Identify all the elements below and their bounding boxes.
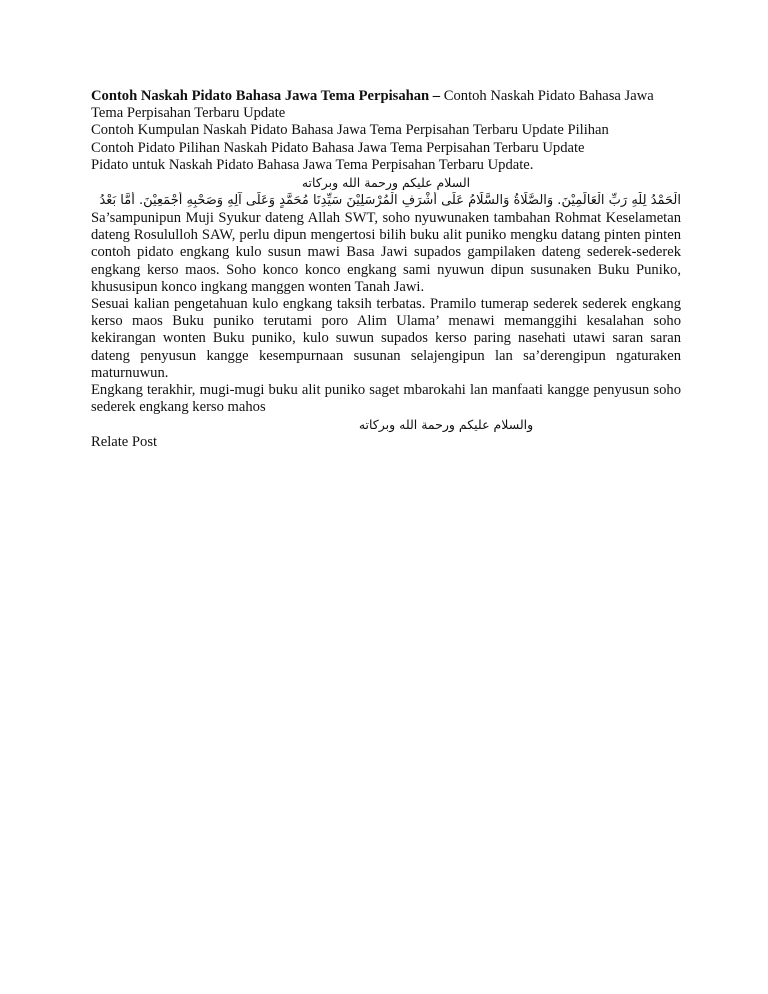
paragraph-3: Engkang terakhir, mugi-mugi buku alit puniko saget mbarokahi lan manfaati kangge penyusun soho sederek engkang kerso mahos (91, 382, 681, 416)
paragraph-2: Sesuai kalian pengetahuan kulo engkang taksih terbatas. Pramilo tumerap sederek sederek engkang kerso maos Buku puniko terutami poro Alim Ulama’ menawi memanggihi kesalahan soho kekirangan wonten Buku puniko, kulo suwun supados kerso paring nasehati utawi saran saran dateng penyusun kangge kesempurnaan susunan selajengipun lan sa’derengipun ngaturaken maturnuwun. (91, 296, 681, 381)
intro-line-1: Contoh Kumpulan Naskah Pidato Bahasa Jawa Tema Perpisahan Terbaru Update Pilihan (91, 122, 609, 139)
paragraph-1: Sa’sampunipun Muji Syukur dateng Allah SWT, soho nyuwunaken tambahan Rohmat Keselametan dateng Rosululloh SAW, perlu dipun mengertosi bilih buku alit puniko mengku datang pinten pinten contoh pidato engkang kulo susun mawi Basa Jawi supados gampilaken dateng sederek-sederek engkang kerso maos. Soho konco konco engkang sami nyuwun dipun susunaken Buku Puniko, khususipun konco ingkang manggen wonten Tanah Jawi. (91, 210, 681, 295)
intro-line-2: Contoh Pidato Pilihan Naskah Pidato Bahasa Jawa Tema Perpisahan Terbaru Update (91, 139, 585, 156)
arabic-closing: والسلام عليكم ورحمة الله وبركاته (358, 417, 534, 433)
intro-line-3: Pidato untuk Naskah Pidato Bahasa Jawa Tema Perpisahan Terbaru Update. (91, 156, 534, 173)
relate-post-link[interactable]: Relate Post (91, 434, 158, 451)
arabic-opening: الْحَمْدُ لِلّٰهِ رَبِّ الْعَالَمِيْنَ. وَالصَّلَاةُ وَالسَّلَامُ عَلَى أَشْرَفِ الْمُرْسَلِيْنَ سَيِّدِنَا مُحَمَّدٍ وَعَلَى آلِهِ وَصَحْبِهِ أَجْمَعِيْنَ. أَمَّا بَعْدُ (99, 193, 681, 209)
document-title (91, 88, 681, 122)
document-page (91, 88, 681, 452)
arabic-greeting: السلام عليكم ورحمة الله وبركاته (301, 175, 471, 191)
title-bold-text: Contoh Naskah Pidato Bahasa Jawa Tema Perpisahan – (91, 88, 441, 104)
title-rest-text: Contoh Naskah Pidato Bahasa Jawa Tema Perpisahan Terbaru Update (91, 88, 654, 122)
